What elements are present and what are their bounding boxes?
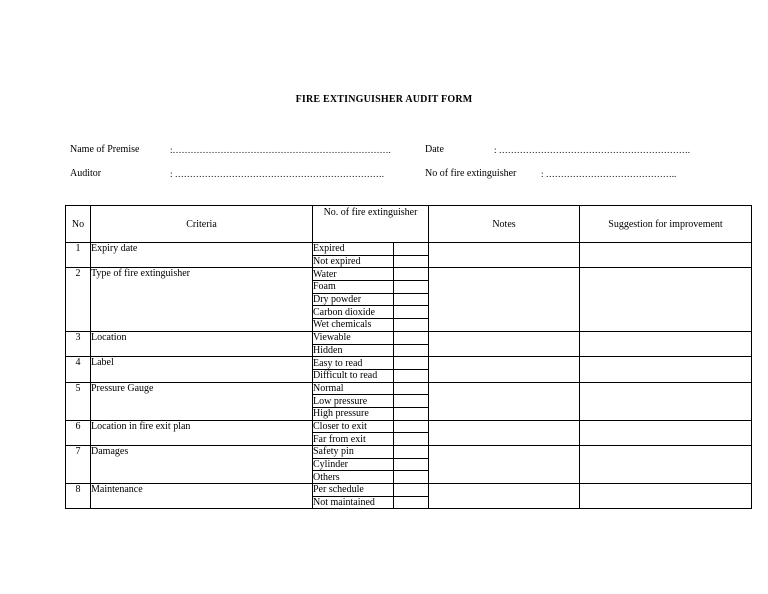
premise-label: Name of Premise — [70, 144, 140, 155]
option-label: Expired — [313, 243, 394, 256]
row-number: 2 — [66, 268, 91, 331]
count-input-cell[interactable] — [394, 331, 429, 344]
row-number: 7 — [66, 446, 91, 484]
count-input-cell[interactable] — [394, 268, 429, 281]
table-row — [66, 331, 752, 344]
suggestion-cell[interactable] — [580, 420, 752, 445]
header-no: No — [66, 206, 91, 243]
header-suggestion: Suggestion for improvement — [580, 206, 752, 243]
criteria-cell: Expiry date — [91, 243, 313, 268]
suggestion-cell[interactable] — [580, 446, 752, 484]
option-label: High pressure — [313, 407, 394, 420]
suggestion-cell[interactable] — [580, 382, 752, 420]
notes-cell[interactable] — [429, 331, 580, 356]
table-row — [66, 243, 752, 256]
count-input-cell[interactable] — [394, 255, 429, 268]
row-number: 6 — [66, 420, 91, 445]
count-input-cell[interactable] — [394, 281, 429, 294]
table-row — [66, 420, 752, 433]
notes-cell[interactable] — [429, 243, 580, 268]
count-input-cell[interactable] — [394, 243, 429, 256]
option-label: Easy to read — [313, 357, 394, 370]
count-input-cell[interactable] — [394, 357, 429, 370]
extinguisher-count-label: No of fire extinguisher — [425, 168, 517, 179]
count-input-cell[interactable] — [394, 344, 429, 357]
criteria-cell: Location — [91, 331, 313, 356]
option-label: Closer to exit — [313, 420, 394, 433]
date-field[interactable]: : ………………………………………………………. — [494, 145, 691, 155]
option-label: Wet chemicals — [313, 319, 394, 332]
count-input-cell[interactable] — [394, 420, 429, 433]
date-label: Date — [425, 144, 444, 155]
count-input-cell[interactable] — [394, 395, 429, 408]
table-row — [66, 382, 752, 395]
table-row — [66, 357, 752, 370]
option-label: Far from exit — [313, 433, 394, 446]
option-label: Viewable — [313, 331, 394, 344]
count-input-cell[interactable] — [394, 306, 429, 319]
auditor-label: Auditor — [70, 168, 102, 179]
option-label: Hidden — [313, 344, 394, 357]
count-input-cell[interactable] — [394, 319, 429, 332]
suggestion-cell[interactable] — [580, 357, 752, 382]
suggestion-cell[interactable] — [580, 243, 752, 268]
extinguisher-count-field[interactable]: : …………………………………….. — [541, 169, 677, 179]
option-label: Cylinder — [313, 458, 394, 471]
option-label: Others — [313, 471, 394, 484]
criteria-cell: Maintenance — [91, 484, 313, 509]
count-input-cell[interactable] — [394, 458, 429, 471]
count-input-cell[interactable] — [394, 471, 429, 484]
notes-cell[interactable] — [429, 268, 580, 331]
criteria-cell: Type of fire extinguisher — [91, 268, 313, 331]
auditor-field[interactable]: : ……………………………………………………………. — [170, 169, 385, 179]
row-number: 5 — [66, 382, 91, 420]
count-input-cell[interactable] — [394, 293, 429, 306]
notes-cell[interactable] — [429, 382, 580, 420]
option-label: Difficult to read — [313, 369, 394, 382]
row-number: 4 — [66, 357, 91, 382]
option-label: Dry powder — [313, 293, 394, 306]
suggestion-cell[interactable] — [580, 268, 752, 331]
audit-table — [65, 205, 752, 509]
table-row — [66, 268, 752, 281]
option-label: Not expired — [313, 255, 394, 268]
premise-field[interactable]: :………………………………………………………………. — [170, 145, 391, 155]
criteria-cell: Damages — [91, 446, 313, 484]
header-criteria: Criteria — [91, 206, 313, 243]
notes-cell[interactable] — [429, 420, 580, 445]
notes-cell[interactable] — [429, 357, 580, 382]
option-label: Foam — [313, 281, 394, 294]
count-input-cell[interactable] — [394, 446, 429, 459]
table-row — [66, 484, 752, 497]
table-header-row — [66, 206, 752, 243]
option-label: Not maintained — [313, 496, 394, 509]
count-input-cell[interactable] — [394, 484, 429, 497]
notes-cell[interactable] — [429, 484, 580, 509]
row-number: 8 — [66, 484, 91, 509]
count-input-cell[interactable] — [394, 407, 429, 420]
suggestion-cell[interactable] — [580, 484, 752, 509]
criteria-cell: Label — [91, 357, 313, 382]
header-notes: Notes — [429, 206, 580, 243]
header-extinguisher-count: No. of fire extinguisher — [313, 206, 429, 243]
option-label: Low pressure — [313, 395, 394, 408]
option-label: Safety pin — [313, 446, 394, 459]
notes-cell[interactable] — [429, 446, 580, 484]
row-number: 1 — [66, 243, 91, 268]
criteria-cell: Location in fire exit plan — [91, 420, 313, 445]
option-label: Carbon dioxide — [313, 306, 394, 319]
count-input-cell[interactable] — [394, 369, 429, 382]
option-label: Normal — [313, 382, 394, 395]
count-input-cell[interactable] — [394, 496, 429, 509]
suggestion-cell[interactable] — [580, 331, 752, 356]
row-number: 3 — [66, 331, 91, 356]
count-input-cell[interactable] — [394, 382, 429, 395]
criteria-cell: Pressure Gauge — [91, 382, 313, 420]
option-label: Per schedule — [313, 484, 394, 497]
form-title: FIRE EXTINGUISHER AUDIT FORM — [295, 94, 473, 105]
option-label: Water — [313, 268, 394, 281]
count-input-cell[interactable] — [394, 433, 429, 446]
table-row — [66, 446, 752, 459]
